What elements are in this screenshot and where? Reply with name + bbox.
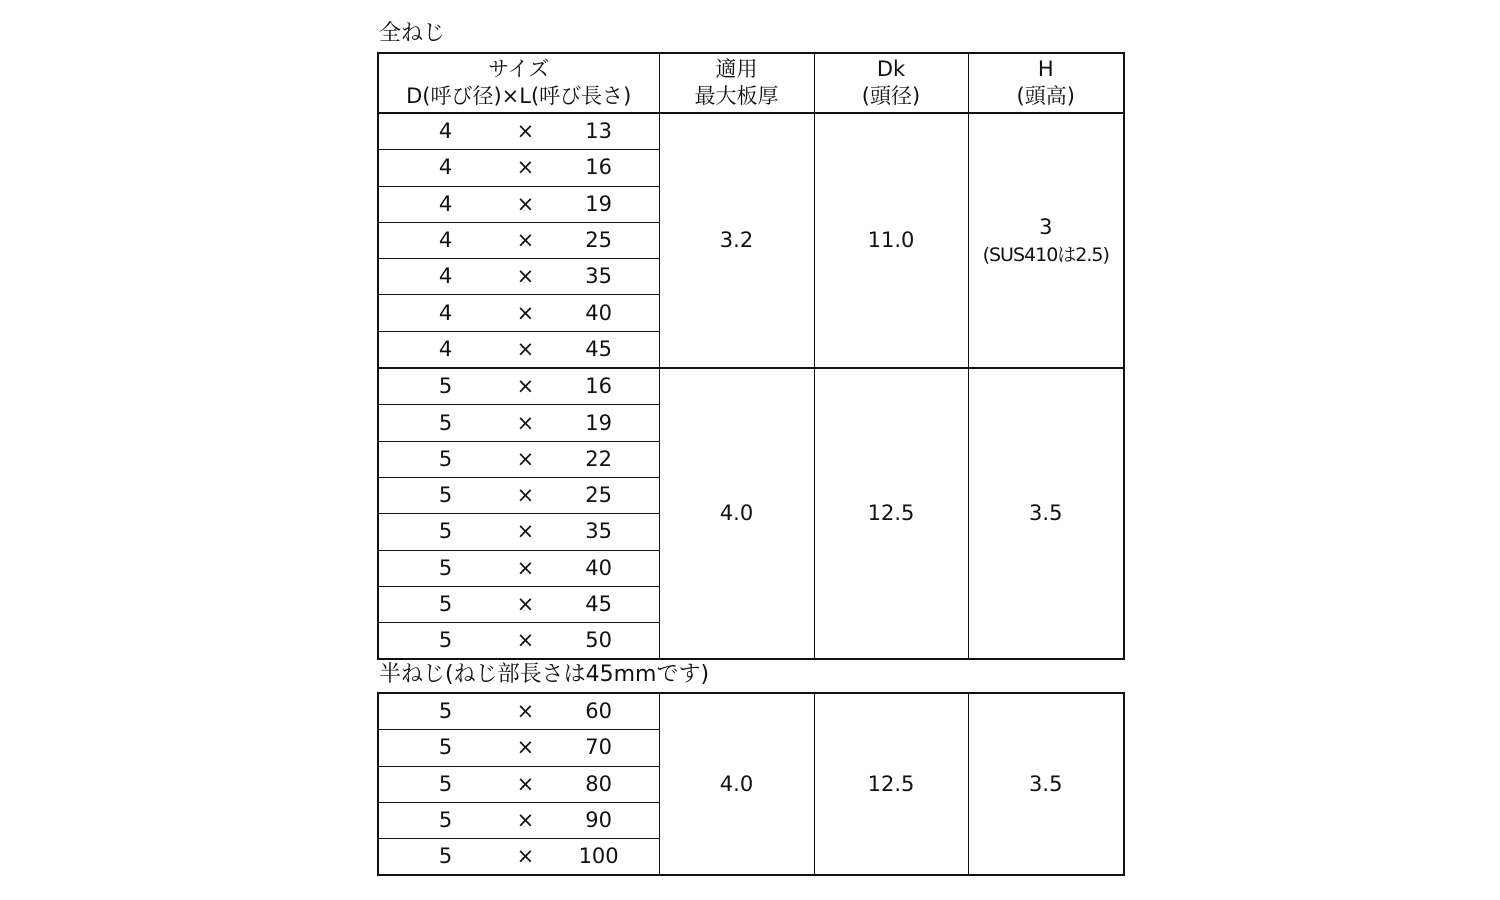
size-cell (378, 259, 659, 295)
nominal-length: 13 (585, 119, 612, 144)
size-cell (378, 550, 659, 586)
nominal-length: 16 (585, 374, 612, 399)
nominal-diameter: 5 (438, 771, 453, 796)
nominal-diameter: 5 (438, 628, 453, 653)
nominal-diameter: 5 (438, 483, 453, 508)
size-cell (378, 186, 659, 222)
nominal-diameter: 5 (438, 844, 453, 869)
header-size-line2: D(呼び径)×L(呼び長さ) (406, 84, 632, 108)
header-size (378, 53, 659, 113)
size-cell (378, 368, 659, 405)
times-sign: × (516, 191, 535, 216)
nominal-diameter: 4 (438, 119, 453, 144)
header-dk-line1: Dk (876, 57, 906, 81)
full-thread-caption: 全ねじ (379, 21, 446, 46)
nominal-diameter: 5 (438, 374, 453, 399)
nominal-diameter: 5 (438, 592, 453, 616)
nominal-diameter: 4 (438, 300, 453, 325)
size-value (379, 551, 659, 586)
max-plate-thickness: 3.2 (659, 113, 814, 368)
size-cell (378, 802, 659, 838)
half-thread-caption: 半ねじ(ねじ部長さは45mmです) (379, 662, 710, 687)
header-plate-line2: 最大板厚 (694, 84, 779, 108)
size-value (379, 730, 659, 765)
size-cell (378, 222, 659, 258)
nominal-length: 45 (585, 336, 612, 361)
times-sign: × (516, 119, 535, 144)
half-thread-body (378, 693, 1124, 875)
nominal-length: 35 (585, 519, 612, 544)
size-cell (378, 766, 659, 802)
nominal-length: 60 (585, 699, 612, 724)
head-diameter: 12.5 (814, 693, 968, 875)
header-size-line1: サイズ (488, 57, 550, 81)
size-value (379, 694, 659, 729)
size-cell (378, 113, 659, 150)
size-value (379, 187, 659, 222)
size-value (379, 259, 659, 294)
header-row (378, 53, 1124, 113)
nominal-diameter: 4 (438, 155, 453, 180)
table-row (378, 113, 1124, 150)
times-sign: × (516, 300, 535, 325)
times-sign: × (516, 519, 535, 544)
size-value (379, 150, 659, 185)
size-value (379, 369, 659, 404)
size-cell (378, 693, 659, 730)
size-cell (378, 331, 659, 368)
times-sign: × (516, 483, 535, 508)
nominal-length: 40 (585, 555, 612, 580)
size-cell (378, 477, 659, 513)
nominal-length: 100 (578, 844, 619, 869)
half-thread-table (377, 692, 1125, 876)
times-sign: × (516, 592, 535, 616)
head-height-cell (968, 693, 1124, 875)
nominal-length: 50 (585, 628, 612, 653)
nominal-length: 70 (585, 735, 612, 760)
table-row (378, 693, 1124, 730)
size-value (379, 114, 659, 149)
times-sign: × (516, 808, 535, 833)
header-h-line1: H (1037, 57, 1054, 81)
full-thread-body (378, 113, 1124, 659)
max-plate-thickness: 4.0 (659, 693, 814, 875)
times-sign: × (516, 410, 535, 435)
size-value (379, 332, 659, 367)
header-plate-line1: 適用 (715, 57, 758, 81)
size-value (379, 295, 659, 330)
nominal-diameter: 5 (438, 735, 453, 760)
times-sign: × (516, 555, 535, 580)
size-value (379, 478, 659, 513)
nominal-diameter: 5 (438, 808, 453, 833)
times-sign: × (516, 844, 535, 869)
header-dk (814, 53, 968, 113)
size-value (379, 767, 659, 802)
nominal-length: 35 (585, 264, 612, 289)
size-value (379, 623, 659, 658)
nominal-diameter: 5 (438, 410, 453, 435)
times-sign: × (516, 336, 535, 361)
size-value (379, 514, 659, 549)
nominal-length: 25 (585, 483, 612, 508)
nominal-diameter: 5 (438, 519, 453, 544)
size-value (379, 223, 659, 258)
size-cell (378, 295, 659, 331)
head-diameter: 11.0 (814, 113, 968, 368)
nominal-length: 19 (585, 191, 612, 216)
times-sign: × (516, 628, 535, 653)
size-cell (378, 441, 659, 477)
head-height: 3.5 (1029, 501, 1063, 526)
times-sign: × (516, 446, 535, 471)
size-cell (378, 405, 659, 441)
size-cell (378, 514, 659, 550)
nominal-diameter: 4 (438, 264, 453, 289)
nominal-length: 22 (585, 446, 612, 471)
times-sign: × (516, 264, 535, 289)
head-height-cell (968, 113, 1124, 368)
size-value (379, 405, 659, 440)
nominal-length: 25 (585, 228, 612, 253)
size-cell (378, 730, 659, 766)
size-value (379, 587, 659, 622)
head-height: 3 (1039, 214, 1053, 239)
nominal-length: 45 (585, 592, 612, 616)
nominal-length: 40 (585, 300, 612, 325)
full-thread-table (377, 52, 1125, 660)
header-dk-line2: (頭径) (861, 84, 921, 108)
times-sign: × (516, 699, 535, 724)
header-h (968, 53, 1124, 113)
size-cell (378, 150, 659, 186)
max-plate-thickness: 4.0 (659, 368, 814, 659)
head-diameter: 12.5 (814, 368, 968, 659)
head-height: 3.5 (1029, 771, 1063, 796)
times-sign: × (516, 374, 535, 399)
nominal-diameter: 5 (438, 699, 453, 724)
times-sign: × (516, 228, 535, 253)
nominal-length: 80 (585, 771, 612, 796)
size-value (379, 442, 659, 477)
header-plate (659, 53, 814, 113)
nominal-diameter: 4 (438, 191, 453, 216)
nominal-diameter: 4 (438, 228, 453, 253)
nominal-length: 19 (585, 410, 612, 435)
header-h-line2: (頭高) (1016, 84, 1075, 108)
nominal-diameter: 4 (438, 336, 453, 361)
times-sign: × (516, 735, 535, 760)
head-height-note: (SUS410は2.5) (982, 243, 1109, 266)
size-cell (378, 586, 659, 622)
size-cell (378, 839, 659, 876)
head-height-cell (968, 368, 1124, 659)
nominal-diameter: 5 (438, 446, 453, 471)
size-value (379, 803, 659, 838)
size-cell (378, 623, 659, 660)
nominal-length: 16 (585, 155, 612, 180)
times-sign: × (516, 771, 535, 796)
size-value (379, 839, 659, 874)
table-row (378, 368, 1124, 405)
times-sign: × (516, 155, 535, 180)
nominal-diameter: 5 (438, 555, 453, 580)
nominal-length: 90 (585, 808, 612, 833)
